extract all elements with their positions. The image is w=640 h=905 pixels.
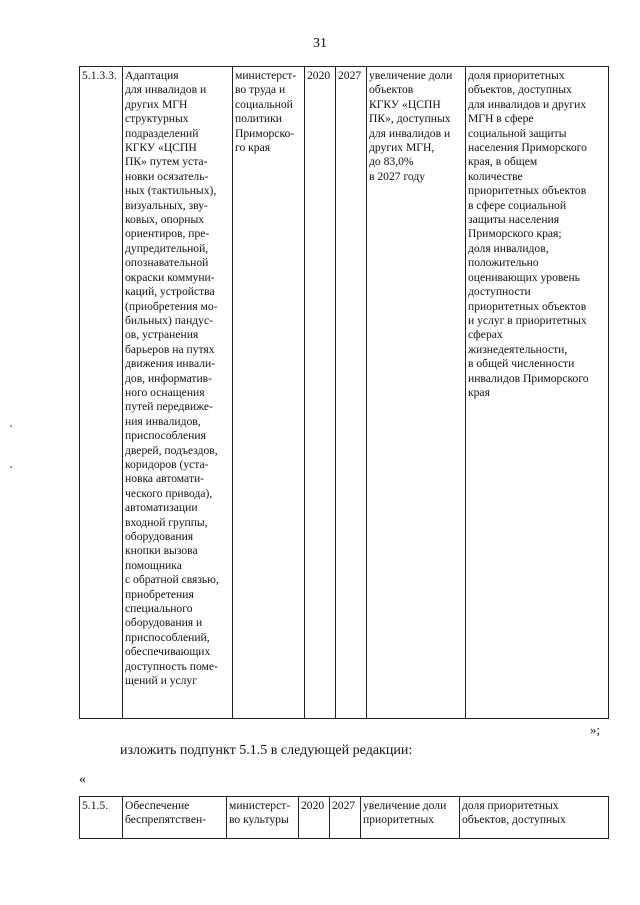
measure-cell bbox=[123, 67, 233, 719]
text-line: для инвалидов и bbox=[125, 83, 207, 97]
indicator-cell bbox=[460, 797, 609, 839]
text-line: специального bbox=[125, 602, 193, 616]
text-line: дупредительной, bbox=[125, 241, 209, 255]
measures-table-5-1-5 bbox=[79, 796, 609, 839]
text-line: в общей численности bbox=[468, 357, 575, 371]
text-line: до 83,0% bbox=[369, 155, 414, 169]
item-code: 5.1.3.3. bbox=[82, 69, 117, 82]
executor-cell bbox=[233, 67, 305, 719]
text-line: КГКУ «ЦСПН bbox=[369, 97, 441, 111]
text-line: беспрепятствен- bbox=[125, 813, 207, 827]
text-line: ПК», доступных bbox=[369, 112, 451, 126]
text-line: доля инвалидов, bbox=[468, 241, 549, 255]
text-line: сферах bbox=[468, 328, 503, 342]
text-line: края bbox=[468, 385, 490, 399]
closing-quote: »; bbox=[590, 722, 601, 737]
measure-cell bbox=[123, 797, 227, 839]
text-line: Приморско- bbox=[235, 126, 295, 140]
text-line: социальной bbox=[235, 97, 293, 111]
year-start: 2020 bbox=[301, 799, 325, 812]
text-line: приобретения bbox=[125, 587, 194, 601]
text-line: приоритетных объектов bbox=[468, 299, 587, 313]
text-line: помощника bbox=[125, 558, 182, 572]
text-line: инвалидов Приморского bbox=[468, 371, 589, 385]
text-line: ориентиров, пре- bbox=[125, 227, 210, 241]
text-line: ческого привода), bbox=[125, 486, 213, 500]
text-line: политики bbox=[235, 112, 282, 126]
text-line: окраски коммуни- bbox=[125, 270, 215, 284]
text-line: щений и услуг bbox=[125, 674, 197, 688]
text-line: других МГН, bbox=[369, 141, 435, 155]
text-line: кнопки вызова bbox=[125, 544, 198, 558]
text-line: населения Приморского bbox=[468, 141, 587, 155]
text-line: края, в общем bbox=[468, 155, 538, 169]
text-line: Обеспечение bbox=[125, 799, 190, 812]
opening-quote: « bbox=[79, 772, 86, 787]
text-line: количестве bbox=[468, 169, 523, 183]
text-line: увеличение доли bbox=[369, 69, 453, 82]
text-line: визуальных, зву- bbox=[125, 198, 208, 212]
text-line: жизнедеятельности, bbox=[468, 342, 568, 356]
text-line: дов, информатив- bbox=[125, 371, 213, 385]
text-line: каций, устройства bbox=[125, 285, 215, 299]
text-line: приоритетных bbox=[363, 813, 435, 827]
measures-table-5-1-3-3 bbox=[79, 66, 609, 719]
year-start-cell bbox=[299, 797, 330, 839]
text-line: приспособления bbox=[125, 429, 206, 443]
text-line: для инвалидов и других bbox=[468, 97, 587, 111]
text-line: во труда и bbox=[235, 83, 286, 97]
table-row bbox=[80, 797, 609, 839]
text-line: Приморского края; bbox=[468, 227, 562, 241]
text-line: КГКУ «ЦСПН bbox=[125, 141, 197, 155]
text-line: подразделений bbox=[125, 126, 199, 140]
text-line: (приобретения мо- bbox=[125, 299, 218, 313]
text-line: ного оснащения bbox=[125, 385, 205, 399]
year-start: 2020 bbox=[307, 69, 331, 82]
instruction-text: изложить подпункт 5.1.5 в следующей редакции: bbox=[120, 743, 413, 758]
text-line: дверей, подъездов, bbox=[125, 443, 218, 457]
year-end: 2027 bbox=[332, 799, 356, 812]
text-line: увеличение доли bbox=[363, 799, 447, 812]
item-code: 5.1.5. bbox=[82, 799, 109, 812]
table-row bbox=[80, 67, 609, 719]
text-line: и услуг в приоритетных bbox=[468, 313, 587, 327]
text-line: объектов, доступных bbox=[462, 813, 566, 827]
executor-cell bbox=[227, 797, 299, 839]
item-code-cell bbox=[80, 797, 123, 839]
text-line: министерст- bbox=[229, 799, 291, 812]
text-line: новки осязатель- bbox=[125, 169, 209, 183]
text-line: социальной защиты bbox=[468, 126, 567, 140]
text-line: ния инвалидов, bbox=[125, 414, 201, 428]
result-cell bbox=[367, 67, 466, 719]
year-end-cell bbox=[330, 797, 361, 839]
text-line: приспособлений, bbox=[125, 630, 210, 644]
text-line: оценивающих уровень bbox=[468, 270, 580, 284]
year-start-cell bbox=[305, 67, 336, 719]
text-line: защиты населения bbox=[468, 213, 560, 227]
text-line: приоритетных объектов bbox=[468, 184, 587, 198]
item-code-cell bbox=[80, 67, 123, 719]
text-line: доступности bbox=[468, 285, 531, 299]
text-line: объектов, доступных bbox=[468, 83, 572, 97]
text-line: положительно bbox=[468, 256, 539, 270]
page-number: 31 bbox=[313, 36, 327, 51]
text-line: в 2027 году bbox=[369, 169, 426, 183]
text-line: доля приоритетных bbox=[462, 799, 559, 812]
text-line: барьеров на путях bbox=[125, 342, 215, 356]
text-line: го края bbox=[235, 141, 271, 155]
text-line: ов, устранения bbox=[125, 328, 199, 342]
text-line: Адаптация bbox=[125, 69, 179, 82]
text-line: оборудования bbox=[125, 530, 194, 543]
text-line: МГН в сфере bbox=[468, 112, 534, 126]
text-line: объектов bbox=[369, 83, 414, 97]
text-line: коридоров (уста- bbox=[125, 457, 209, 471]
text-line: других МГН bbox=[125, 97, 188, 111]
scan-dust-mark bbox=[10, 425, 12, 427]
result-cell bbox=[361, 797, 460, 839]
text-line: движения инвали- bbox=[125, 357, 216, 371]
text-line: опознавательной bbox=[125, 256, 209, 270]
text-line: ПК» путем уста- bbox=[125, 155, 208, 169]
text-line: с обратной связью, bbox=[125, 573, 219, 587]
year-end: 2027 bbox=[338, 69, 362, 82]
scan-dust-mark bbox=[10, 466, 12, 468]
indicator-cell bbox=[466, 67, 609, 719]
text-line: во культуры bbox=[229, 813, 289, 827]
text-line: бильных) пандус- bbox=[125, 313, 213, 327]
text-line: ных (тактильных), bbox=[125, 184, 217, 198]
year-end-cell bbox=[336, 67, 367, 719]
text-line: оборудования и bbox=[125, 616, 203, 630]
text-line: для инвалидов и bbox=[369, 126, 451, 140]
text-line: обеспечивающих bbox=[125, 645, 211, 659]
text-line: новка автомати- bbox=[125, 472, 205, 486]
text-line: входной группы, bbox=[125, 515, 208, 529]
text-line: доступность поме- bbox=[125, 659, 218, 673]
text-line: в сфере социальной bbox=[468, 198, 567, 212]
text-line: доля приоритетных bbox=[468, 69, 565, 82]
text-line: автоматизации bbox=[125, 501, 198, 515]
text-line: структурных bbox=[125, 112, 189, 126]
text-line: ковых, опорных bbox=[125, 213, 205, 227]
text-line: министерст- bbox=[235, 69, 297, 82]
text-line: путей передвиже- bbox=[125, 400, 213, 414]
